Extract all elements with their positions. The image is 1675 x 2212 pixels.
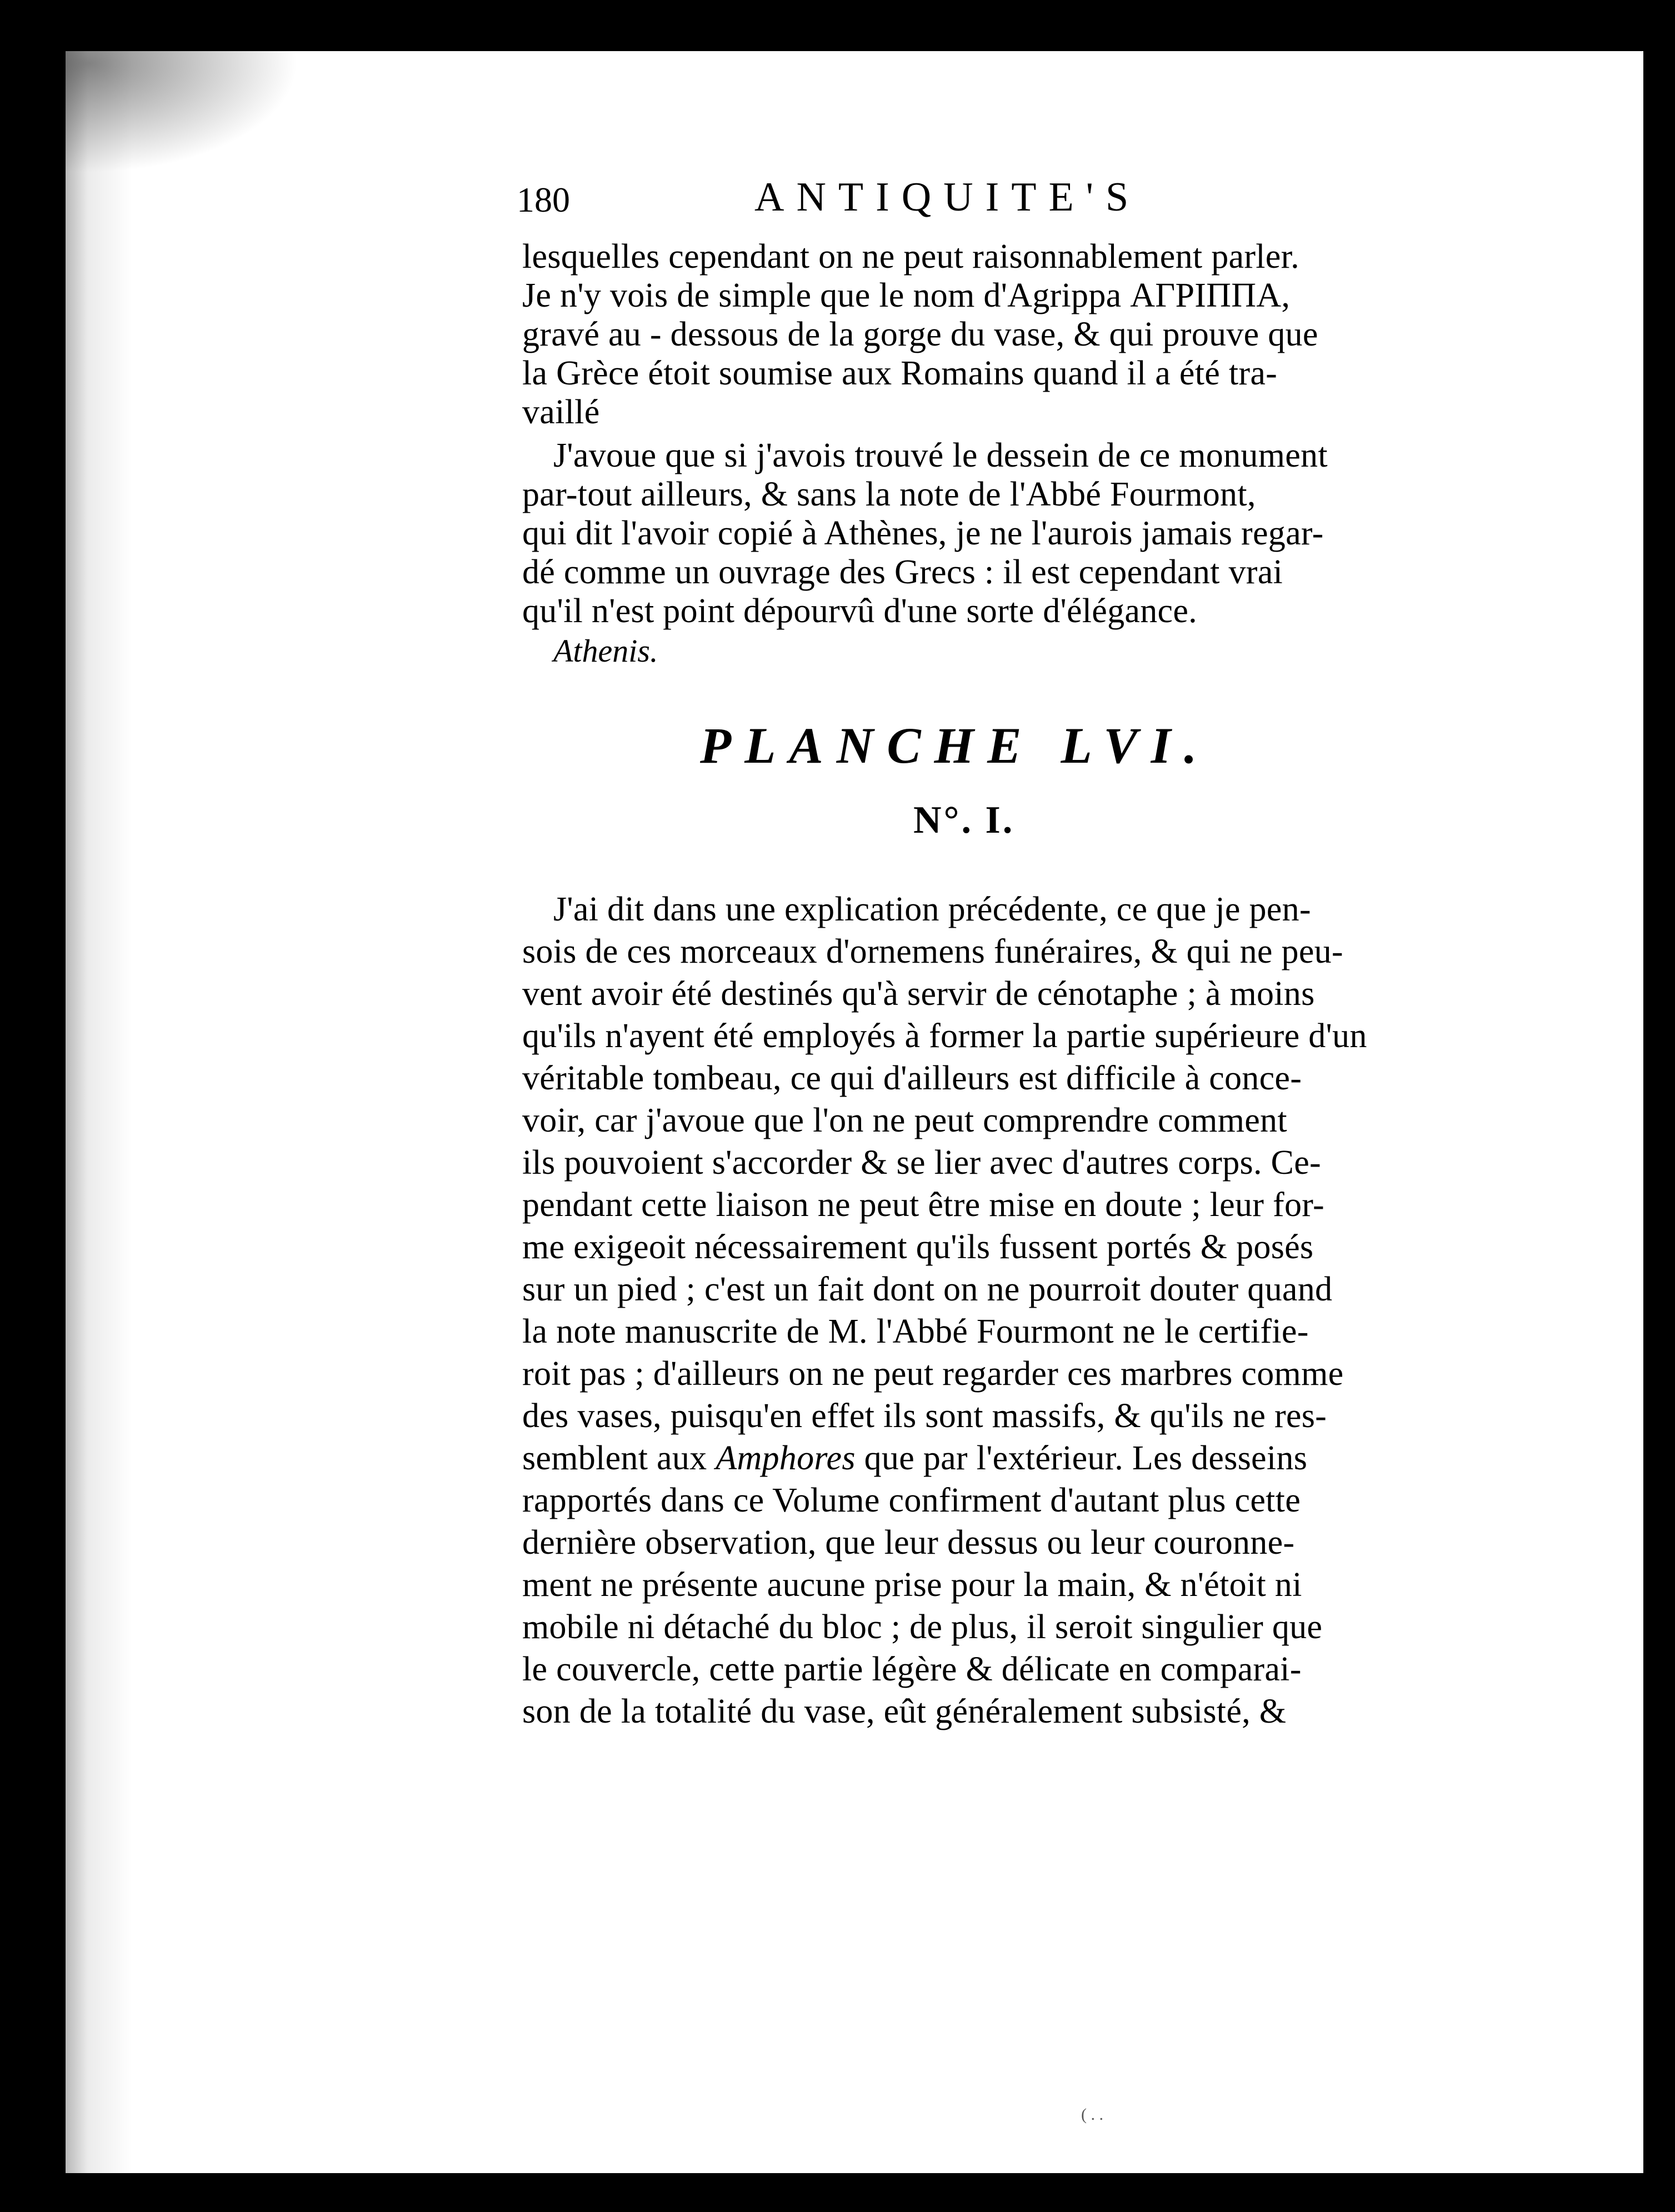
text-line: par-tout ailleurs, & sans la note de l'Abbé Fourmont, xyxy=(522,476,1256,513)
text-line: J'avoue que si j'avois trouvé le dessein de ce monument xyxy=(553,437,1328,474)
text-line: sur un pied ; c'est un fait dont on ne pourroit douter quand xyxy=(522,1270,1333,1308)
text-line: ment ne présente aucune prise pour la main, & n'étoit ni xyxy=(522,1566,1302,1604)
text-line: véritable tombeau, ce qui d'ailleurs est difficile à conce- xyxy=(522,1059,1302,1097)
text-line: rapportés dans ce Volume confirment d'autant plus cette xyxy=(522,1482,1301,1519)
text-line: la note manuscrite de M. l'Abbé Fourmont ne le certifie- xyxy=(522,1313,1309,1350)
text-line: qu'il n'est point dépourvû d'une sorte d'élégance. xyxy=(522,592,1197,630)
text-line: le couvercle, cette partie légère & délicate en comparai- xyxy=(522,1650,1302,1688)
text-line: qu'ils n'ayent été employés à former la partie supérieure d'un xyxy=(522,1017,1367,1055)
text-line: roit pas ; d'ailleurs on ne peut regarder ces marbres comme xyxy=(522,1355,1344,1393)
location-signature: Athenis. xyxy=(553,633,658,669)
scan-edge-shadow xyxy=(66,51,232,2173)
footer-mark: ( . . xyxy=(1081,2105,1103,2124)
page-number: 180 xyxy=(517,180,570,219)
text-line: ils pouvoient s'accorder & se lier avec d'autres corps. Ce- xyxy=(522,1144,1321,1182)
text-line: gravé au - dessous de la gorge du vase, & qui prouve que xyxy=(522,316,1318,353)
text-line: J'ai dit dans une explication précédente, ce que je pen- xyxy=(553,890,1311,928)
text-line: la Grèce étoit soumise aux Romains quand il a été tra- xyxy=(522,354,1278,392)
text-line: vent avoir été destinés qu'à servir de cénotaphe ; à moins xyxy=(522,975,1315,1013)
running-title: ANTIQUITE'S xyxy=(754,174,1141,220)
text-line: pendant cette liaison ne peut être mise en doute ; leur for- xyxy=(522,1186,1324,1224)
text-line: dernière observation, que leur dessus ou leur couronne- xyxy=(522,1524,1295,1562)
text-line: mobile ni détaché du bloc ; de plus, il seroit singulier que xyxy=(522,1608,1323,1646)
text-line: Je n'y vois de simple que le nom d'Agrippa ΑΓΡΙΠΠΑ, xyxy=(522,277,1291,314)
text-line: lesquelles cependant on ne peut raisonnablement parler. xyxy=(522,238,1299,276)
text-line: des vases, puisqu'en effet ils sont massifs, & qu'ils ne res- xyxy=(522,1397,1327,1435)
plate-number: N°. I. xyxy=(913,799,1015,842)
text-line: semblent aux Amphores que par l'extérieur. Les desseins xyxy=(522,1439,1308,1477)
scanned-page xyxy=(66,51,1643,2173)
text-line: vaillé xyxy=(522,393,600,431)
text-line: qui dit l'avoir copié à Athènes, je ne l'aurois jamais regar- xyxy=(522,514,1324,552)
plate-heading: PLANCHE LVI. xyxy=(700,717,1211,774)
text-line: voir, car j'avoue que l'on ne peut comprendre comment xyxy=(522,1102,1287,1139)
text-line: son de la totalité du vase, eût généralement subsisté, & xyxy=(522,1693,1287,1730)
text-line: sois de ces morceaux d'ornemens funéraires, & qui ne peu- xyxy=(522,933,1343,970)
italic-term: Amphores xyxy=(716,1439,856,1477)
scan-corner-shadow xyxy=(66,51,299,173)
text-line: dé comme un ouvrage des Grecs : il est cependant vrai xyxy=(522,553,1283,591)
text-line: me exigeoit nécessairement qu'ils fussent portés & posés xyxy=(522,1228,1314,1266)
